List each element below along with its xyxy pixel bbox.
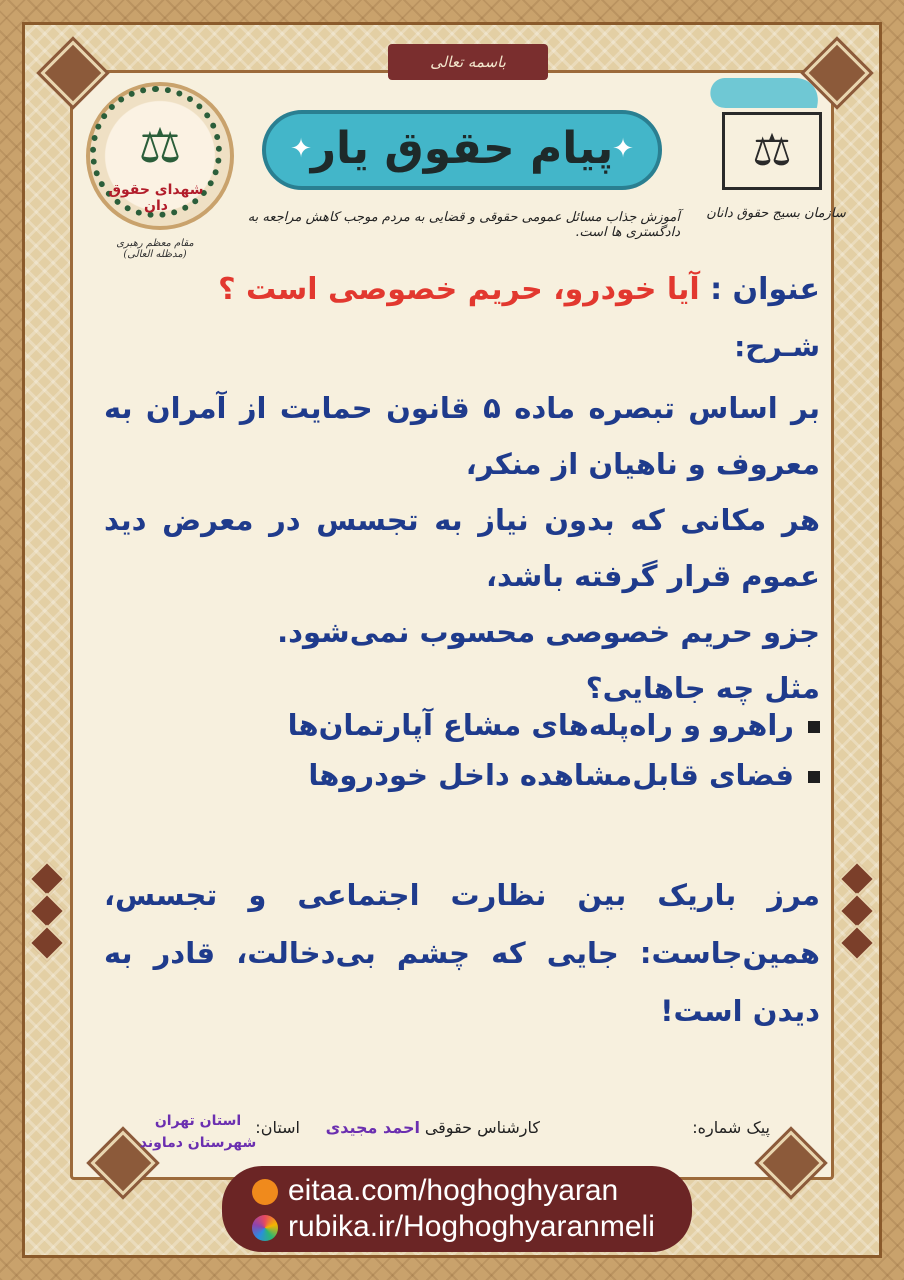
closing-paragraph	[104, 866, 820, 1040]
eitaa-link[interactable]	[252, 1174, 672, 1208]
logo-text: شهدای حقوق دان	[108, 182, 204, 214]
list-item-text: فضای قابل‌مشاهده داخل خودروها	[308, 758, 794, 792]
title-label: عنوان :	[710, 272, 820, 307]
province-name: استان تهران	[154, 1113, 242, 1129]
martyrs-logo	[86, 82, 234, 230]
star-icon: ✦	[290, 134, 312, 164]
title-banner	[262, 110, 662, 190]
logo-caption: مقام معظم رهبری (مدظله العالی)	[116, 238, 194, 260]
list-item-text: راهرو و راه‌پله‌های مشاع آپارتمان‌ها	[287, 708, 794, 742]
body-paragraph: جزو حریم خصوصی محسوب نمی‌شود.	[277, 615, 820, 649]
eitaa-icon	[252, 1179, 278, 1205]
side-ornament-left	[34, 860, 60, 970]
county-name: شهرستان دماوند	[139, 1135, 257, 1151]
bullet-icon	[808, 771, 820, 783]
scale-icon: ⚖	[722, 112, 822, 190]
list-item	[110, 758, 820, 808]
side-ornament-right	[844, 860, 870, 970]
province-label: استان:	[255, 1118, 300, 1137]
list-item	[110, 708, 820, 758]
peyk-label: پیک شماره:	[692, 1118, 770, 1137]
page-title: پیام حقوق یار	[310, 123, 614, 174]
body-paragraph: هر مکانی که بدون نیاز به تجسس در معرض دید عموم قرار گرفته باشد،	[104, 503, 820, 593]
rubika-link[interactable]	[252, 1210, 672, 1244]
body-paragraph: بر اساس تبصره ماده ۵ قانون حمایت از آمران به معروف و ناهیان از منکر،	[104, 391, 820, 481]
logo-caption: سازمان بسیج حقوق دانان	[706, 206, 846, 221]
title-value: آیا خودرو، حریم خصوصی است ؟	[218, 272, 700, 307]
expert-label: کارشناس حقوقی :	[414, 1118, 540, 1137]
description-body	[104, 380, 820, 716]
eitaa-url[interactable]: eitaa.com/hoghoghyaran	[288, 1174, 619, 1207]
expert-name: احمد مجیدی	[325, 1118, 420, 1137]
examples-list	[110, 708, 820, 808]
bismillah-banner: باسمه تعالی	[388, 44, 548, 80]
bullet-icon	[808, 721, 820, 733]
links-bar	[222, 1166, 692, 1252]
basij-lawyers-logo	[710, 78, 838, 198]
closing-text: مرز باریک بین نظارت اجتماعی و تجسس، همین‌جاست: جایی که چشم بی‌دخالت، قادر به دیدن است!	[104, 878, 820, 1028]
ribbon-icon	[707, 78, 823, 108]
rubika-url[interactable]: rubika.ir/Hoghoghyaranmeli	[288, 1210, 655, 1243]
scale-icon: ⚖	[138, 118, 182, 174]
description-label: شـرح:	[734, 330, 820, 363]
topic-heading	[110, 272, 820, 307]
body-paragraph: مثل چه جاهایی؟	[585, 671, 820, 705]
subtitle: آموزش جذاب مسائل عمومی حقوقی و قضایی به مردم موجب کاهش مراجعه به دادگستری ها است.	[247, 210, 680, 240]
rubika-icon	[252, 1215, 278, 1241]
star-icon: ✦	[612, 134, 634, 164]
province-block	[138, 1110, 258, 1154]
